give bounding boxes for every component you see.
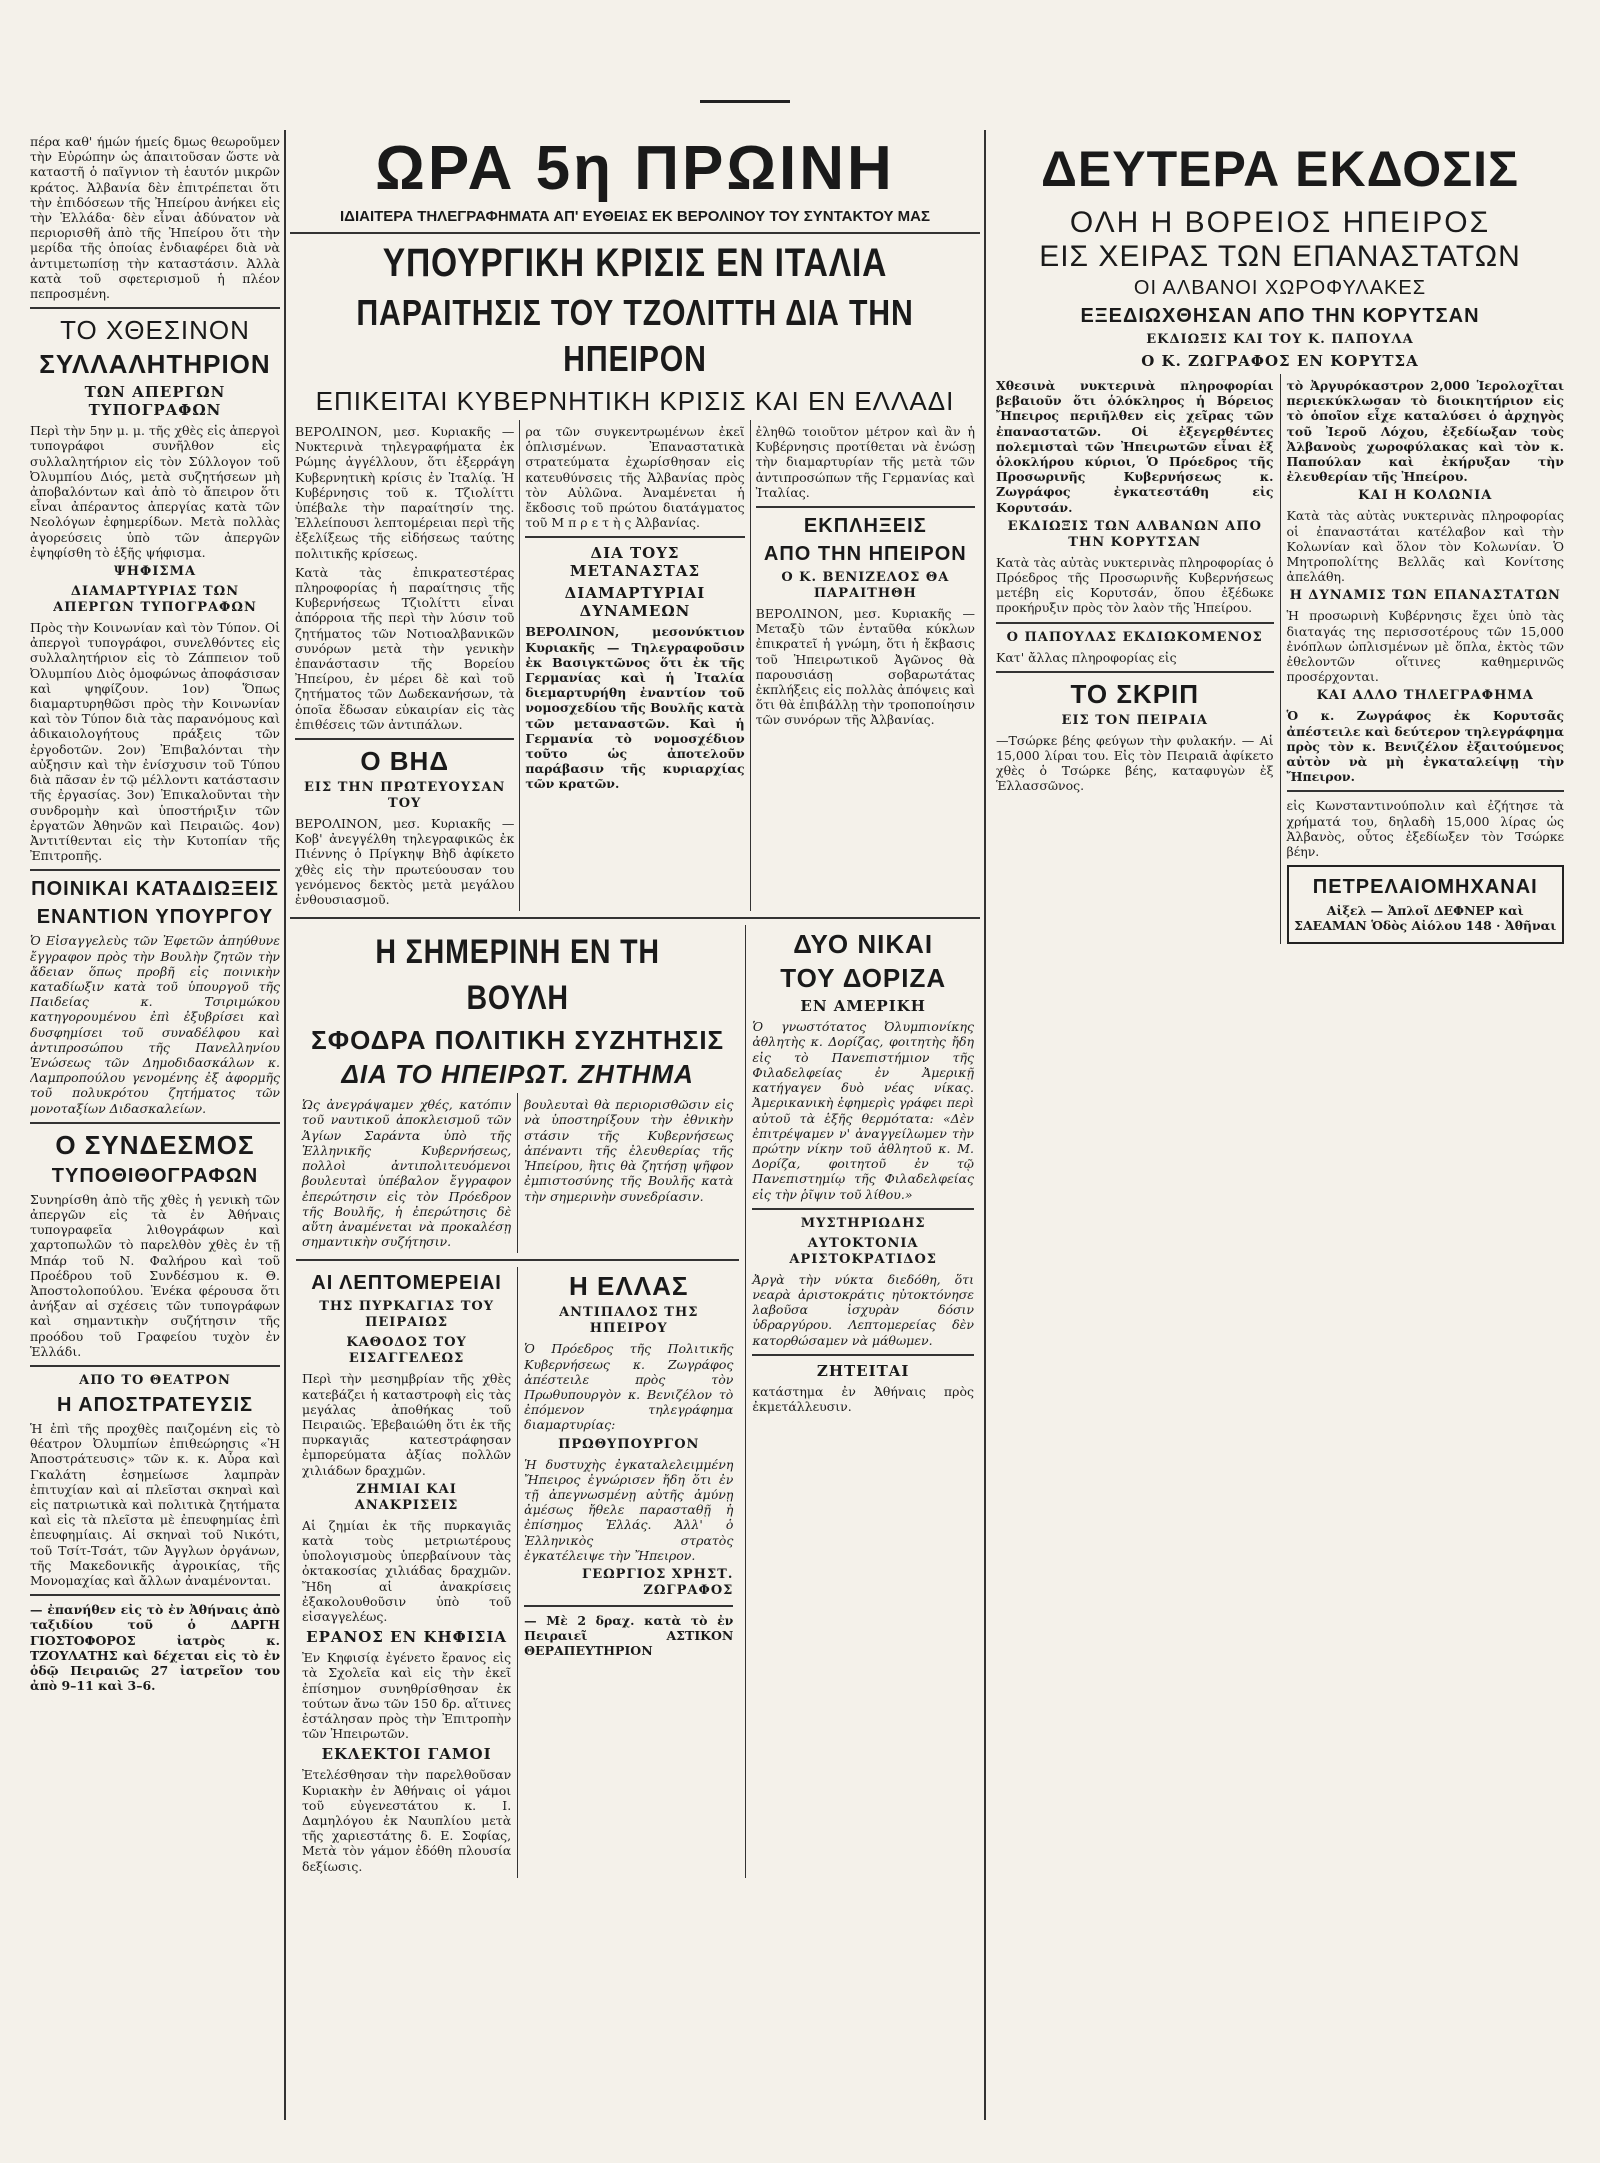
article-text: βουλευταὶ θὰ περιορισθῶσιν εἰς νὰ ὑποστηρίξουν τὴν ἐθνικὴν στάσιν τῆς Κυβερνήσεως ἀπέναντι τῆς ἐλευθερίας τῆς Ἠπείρου, ἣτις θὰ ζητήσῃ ψῆφον ἐμπιστοσύνης τῆς Βουλῆς κατὰ τὴν σημερινὴν συνεδρίασιν. bbox=[524, 1097, 734, 1204]
subheadline: Η ΔΥΝΑΜΙΣ ΤΩΝ ΕΠΑΝΑΣΤΑΤΩΝ bbox=[1289, 588, 1561, 604]
ad-title: ΠΕΤΡΕΛΑΙΟΜΗΧΑΝΑΙ bbox=[1312, 876, 1538, 899]
article-columns bbox=[290, 925, 980, 1878]
right-column bbox=[990, 130, 1570, 2140]
article-column bbox=[296, 1093, 517, 1253]
headline: ΟΙ ΑΛΒΑΝΟΙ ΧΩΡΟΦΥΛΑΚΕΣ bbox=[1133, 277, 1427, 299]
article-column bbox=[750, 420, 980, 911]
main-headline: ΩΡΑ 5η ΠΡΩΙΝΗ bbox=[375, 134, 895, 203]
article-text: Πρὸς τὴν Κοινωνίαν καὶ τὸν Τύπον. Οἱ ἀπεργοὶ τυπογράφοι, συνελθόντες εἰς συλλαλητήριον εἰς τὸ Ζάππειον τοῦ Ὀλυμπίου Διὸς ὁμοφώνως ἀποφάσισαν καὶ ψηφίζουν. 1ον) Ὅπως διαμαρτυρηθῶσι πρὸς τὴν Κοινωνίαν καὶ τὸν Τύπον διὰ τὰς παρανόμους καὶ ἀδικαιολογήτους πράξεις τῶν ἐργοδοτῶν. 2ον) Ἐπιβαλόνται τὴν αὐξησιν καὶ τὴν ἐνίσχυσιν τοῦ Τύπου διὰ πᾶσαν ἐν τῷ μέλλοντι κατάστασιν τῆς ἐργασίας. 3ον) Ἐπικαλοῦνται τὴν συνδρομὴν καὶ ὑποστήριξιν τῶν ἐργατῶν Ἀθηνῶν καὶ Πειραιῶς. 4ον) Ἀντιτίθενται εἰς τὴν Κυτοπίαν τῆς Ἐπιτροπῆς. bbox=[30, 620, 280, 864]
article-text: ἐληθῶ τοιοῦτον μέτρον καὶ ἂν ἡ Κυβέρνησις προτίθεται νὰ ἐνώσῃ τὴν διαμαρτυρίαν τῆς μετὰ τῶν ἀντιπροσώπων τῆς Γερμανίας καὶ Ἰταλίας. bbox=[755, 424, 975, 500]
article-column bbox=[290, 420, 519, 911]
section-label: ΑΠΟ ΤΟ ΘΕΑΤΡΟΝ bbox=[79, 1372, 231, 1388]
subheadline: ΕΙΣ ΤΟΝ ΠΕΙΡΑΙΑ bbox=[1061, 712, 1208, 728]
divider bbox=[524, 1605, 733, 1607]
article-text: ΒΕΡΟΛΙΝΟΝ, μεσ. Κυριακῆς —Κοβ' ἀνεγγέλθη τηλεγραφικῶς ἐκ Πιέννης ὁ Πρίγκηψ Βὴδ ἀφίκετο χθὲς εἰς τὴν πρωτεύουσαν του γενόμενος δεκτὸς μετὰ μεγάλου ἐνθουσιασμοῦ. bbox=[295, 816, 515, 908]
article-text: Ἀργὰ τὴν νύκτα διεδόθη, ὅτι νεαρὰ ἀριστοκράτις ηὐτοκτόνησε λαβοῦσα ἰσχυρὰν δόσιν ὑδραργύρου. Λεπτομερείας δὲν κατορθώσαμεν νὰ μάθωμεν. bbox=[752, 1271, 974, 1348]
divider bbox=[30, 307, 280, 309]
headline: ΔΙΑ ΤΟΥΣ ΜΕΤΑΝΑΣΤΑΣ bbox=[569, 544, 701, 581]
subheadline: ΤΥΠΟΘΙΘΟΓΡΑΦΩΝ bbox=[51, 1164, 259, 1187]
article-column bbox=[517, 1267, 739, 1877]
article-text: ΒΕΡΟΛΙΝΟΝ, μεσ. Κυριακῆς — Μεταξὺ τῶν ἐνταῦθα κύκλων ἐπικρατεῖ ἡ γνώμη, ὅτι ἡ ἔκβασις τοῦ Ἠπειρωτικοῦ Ἀγῶνος θὰ παρουσιάσῃ σοβαρωτάτας ἐκπλήξεις εἰς πολλὰς ἀπόψεις καὶ ὅτι θὰ ἐπιβάλλῃ τὴν τροποποίησιν τῶν συνόρων τῆς Ἀλβανίας. bbox=[755, 606, 975, 728]
headline: Η ΣΗΜΕΡΙΝΗ ΕΝ ΤΗ ΒΟΥΛΗ bbox=[375, 933, 660, 1018]
headline: ΑΠΟ ΤΗΝ ΗΠΕΙΡΟΝ bbox=[763, 543, 967, 566]
headline: ΤΟΥ ΔΟΡΙΖΑ bbox=[780, 963, 947, 994]
article-columns bbox=[296, 1267, 739, 1877]
subheadline: Ο Κ. ΒΕΝΙΖΕΛΟΣ ΘΑ ΠΑΡΑΙΤΗΘΗ bbox=[781, 570, 950, 602]
article-text: Αἱ ζημίαι ἐκ τῆς πυρκαγιᾶς κατὰ τοὺς μετριωτέρους ὑπολογισμοὺς ὑπερβαίνουν τὰς ὀκτακοσίας χιλιάδας δραχμῶν. Ἤδη αἱ ἀνακρίσεις ἐξακολουθοῦσιν ὑπὸ τοῦ εἰσαγγελέως. bbox=[302, 1517, 512, 1624]
article-text: Ὁ Πρόεδρος τῆς Πολιτικῆς Κυβερνήσεως κ. Ζωγράφος ἀπέστειλε πρὸς τὸν Πρωθυπουργὸν κ. Βενιζέλον τὸ ἐπόμενον τηλεγράφημα διαμαρτυρίας: bbox=[524, 1341, 734, 1433]
article-column bbox=[290, 925, 745, 1878]
article-columns bbox=[290, 420, 980, 911]
subheadline: ΕΝ ΑΜΕΡΙΚΗ bbox=[800, 997, 926, 1016]
subheadline: ΖΗΜΙΑΙ ΚΑΙ ΑΝΑΚΡΙΣΕΙΣ bbox=[354, 1481, 459, 1513]
headline: ΣΥΛΛΑΛΗΤΗΡΙΟΝ bbox=[39, 349, 271, 380]
divider bbox=[290, 232, 980, 234]
article-text: Ὁ γνωστότατος Ὀλυμπιονίκης ἀθλητὴς κ. Δορίζας, φοιτητὴς ἤδη εἰς τὸ Πανεπιστήμιον τῆς Φιλαδελφείας ἐν Ἀμερικῇ κατήγαγεν δυὸ νέας νίκας. Ἀμερικανικὴ ἐφημερὶς γράφει περὶ αὐτοῦ τὰ ἑξῆς θερμότατα: «Δὲν ἐπιτρέψαμεν ν' ἀναγγείλωμεν τὴν πρώτην νίκην τοῦ ἀθλητοῦ κ. Μ. Δορίζα, φοιτητοῦ ἐν τῷ Πανεπιστημίῳ τῆς Φιλαδελφείας εἰς τὴν ῥῖψιν τοῦ λίθου.» bbox=[752, 1019, 974, 1202]
divider bbox=[30, 1122, 280, 1124]
divider bbox=[756, 506, 975, 508]
center-column bbox=[290, 130, 980, 2140]
divider bbox=[525, 536, 744, 538]
divider bbox=[30, 1594, 280, 1596]
headline: ΥΠΟΥΡΓΙΚΗ ΚΡΙΣΙΣ ΕΝ ΙΤΑΛΙΑ bbox=[382, 241, 888, 285]
article-text: —Τσώρκε βέης φεύγων τὴν φυλακήν. — Αἱ 15,000 λίραι του. Εἰς τὸν Πειραιᾶ ἀφίκετο χθὲς ὁ Τσώρκε βέης, καταφυγὼν ἐξ Ἑλλασσῶνος. bbox=[996, 732, 1274, 794]
subheadline: ΕΡΑΝΟΣ ΕΝ ΚΗΦΙΣΙΑ bbox=[306, 1628, 508, 1647]
article-columns bbox=[990, 374, 1570, 944]
subheadline: ΕΚΔΙΩΞΙΣ ΚΑΙ ΤΟΥ Κ. ΠΑΠΟΥΛΑ bbox=[1146, 332, 1414, 347]
subheadline: ΑΥΤΟΚΤΟΝΙΑ ΑΡΙΣΤΟΚΡΑΤΙΔΟΣ bbox=[789, 1235, 937, 1267]
signature: ΓΕΩΡΓΙΟΣ ΧΡΗΣΤ. ΖΩΓΡΑΦΟΣ bbox=[581, 1566, 734, 1598]
subheadline: ΤΗΣ ΠΥΡΚΑΓΙΑΣ ΤΟΥ ΠΕΙΡΑΙΩΣ bbox=[319, 1299, 494, 1331]
divider bbox=[295, 738, 514, 740]
subheadline: ΚΑΙ ΑΛΛΟ ΤΗΛΕΓΡΑΦΗΜΑ bbox=[1316, 688, 1534, 704]
headline: ΑΙ ΛΕΠΤΟΜΕΡΕΙΑΙ bbox=[311, 1272, 502, 1295]
article-text: Χθεσινὰ νυκτερινὰ πληροφορίαι βεβαιοῦν ὅτι ὁλόκληρος ἡ Βόρειος Ἤπειρος περιῆλθεν εἰς χεῖρας τῶν ἐπαναστατῶν. Οἱ ἐξεγερθέντες πολεμισταὶ τῶν Ἠπειρωτῶν εἶναι ἐξ ὁλοκλήρου κύριοι, Ὁ Πρόεδρος τῆς Προσωρινῆς Κυβερνήσεως κ. Ζωγράφος ἐγκατεστάθη εἰς Κορυτσάν. bbox=[996, 378, 1274, 515]
page-top-rule bbox=[700, 100, 790, 109]
advertisement-box bbox=[1287, 865, 1565, 943]
headline: ΔΙΑΜΑΡΤΥΡΙΑΙ ΔΥΝΑΜΕΩΝ bbox=[564, 584, 706, 621]
divider bbox=[30, 1365, 280, 1367]
headline: ΕΠΙΚΕΙΤΑΙ ΚΥΒΕΡΝΗΤΙΚΗ ΚΡΙΣΙΣ ΚΑΙ ΕΝ ΕΛΛΑΔΙ bbox=[315, 386, 955, 416]
subheadline: ΜΥΣΤΗΡΙΩΔΗΣ bbox=[800, 1215, 926, 1231]
article-text: Ὁ κ. Ζωγράφος ἐκ Κορυτσᾶς ἀπέστειλε καὶ δεύτερον τηλεγράφημα πρὸς τὸν κ. Βενιζέλον ἐξαιτούμενος αὐτὸν νὰ μὴ ἐγκαταλείψῃ τὴν Ἤπειρον. bbox=[1286, 708, 1564, 785]
article-column bbox=[517, 1093, 739, 1253]
headline: ΣΦΟΔΡΑ ΠΟΛΙΤΙΚΗ ΣΥΖΗΤΗΣΙΣ bbox=[311, 1025, 725, 1056]
subheadline: Ο ΠΑΠΟΥΛΑΣ ΕΚΔΙΩΚΟΜΕΝΟΣ bbox=[1006, 629, 1263, 645]
subheadline: ΔΙΑΜΑΡΤΥΡΙΑΣ ΤΩΝ ΑΠΕΡΓΩΝ ΤΥΠΟΓΡΑΦΩΝ bbox=[53, 584, 257, 616]
subheadline: ΨΗΦΙΣΜΑ bbox=[113, 564, 197, 580]
divider bbox=[290, 917, 980, 919]
subheadline: ΕΚΛΕΚΤΟΙ ΓΑΜΟΙ bbox=[321, 1745, 492, 1764]
article-text: Συνηρίσθη ἀπὸ τῆς χθὲς ἡ γενικὴ τῶν ἀπεργῶν εἰς τὰ ἐν Ἀθήναις τυπογραφεῖα λιθογράφων καὶ χαρτοπωλῶν τὸ παρελθὸν χθὲς ἐν τῇ Μπάρ τοῦ Ν. Φαλήρου καὶ τοῦ Προέδρου τοῦ Συνδέσμου κ. Θ. Ἀποστολοπούλου. Ἐνέκα φέρουσα ὅτι ἀνήξαν αἱ σχέσεις τῶν τυπογράφων καὶ σημαντικὴν συζήτησιν τῆς προόδου τοῦ Γραφείου τυχὸν ἐν Ἑλλάδι. bbox=[30, 1191, 280, 1359]
article-text: ΒΕΡΟΛΙΝΟΝ, μεσ. Κυριακῆς —Νυκτερινὰ τηλεγραφήματα ἐκ Ρώμης ἀγγέλλουν, ὅτι ἐξερράγη Κυβερνητικὴ κρίσις ἐν Ἰταλίᾳ. Ἡ Κυβέρνησις τοῦ κ. Τζιολίττι ὑπέβαλε τὴν παραίτησίν της. Ἐλλείπουσι λεπτομέρειαι περὶ τῆς ἐξελίξεως τῆς εἰδήσεως ταύτης πολιτικῆς κρίσεως. bbox=[295, 424, 515, 561]
headline: ΤΟ ΣΚΡΙΠ bbox=[1070, 678, 1200, 709]
headline: ΟΛΗ Η ΒΟΡΕΙΟΣ ΗΠΕΙΡΟΣ bbox=[1069, 206, 1491, 239]
headline: ΕΙΣ ΧΕΙΡΑΣ ΤΩΝ ΕΠΑΝΑΣΤΑΤΩΝ bbox=[1039, 240, 1521, 273]
article-text: Περὶ τὴν μεσημβρίαν τῆς χθὲς κατεβάζει ἡ καταστροφὴ εἰς τὰς μεγάλας ἀποθήκας τοῦ Πειραιῶς. Ἐβεβαιώθη ὅτι ἐκ τῆς πυρκαγιᾶς κατεστράφησαν ἐμπορεύματα ἀξίας πολλῶν χιλιάδων δραχμῶν. bbox=[302, 1371, 512, 1478]
divider bbox=[30, 869, 280, 871]
divider bbox=[996, 671, 1274, 673]
divider bbox=[752, 1354, 974, 1356]
article-text: Ἐτελέσθησαν τὴν παρελθοῦσαν Κυριακὴν ἐν Ἀθήναις οἱ γάμοι τοῦ εὐγενεστάτου κ. Ι. Δαμηλόγου ἐκ Ναυπλίου μετὰ τῆς χαριεστάτης δ. Ε. Σοφίας, Μετὰ τὸν γάμον ἐδόθη πλουσία δεξίωσις. bbox=[302, 1767, 512, 1874]
article-column bbox=[745, 925, 980, 1878]
subheadline: ΕΚΔΙΩΞΙΣ ΤΩΝ ΑΛΒΑΝΩΝ ΑΠΟ ΤΗΝ ΚΟΡΥΤΣΑΝ bbox=[1007, 518, 1262, 550]
article-text: ΒΕΡΟΛΙΝΟΝ, μεσονύκτιον Κυριακῆς — Τηλεγραφοῦσιν ἐκ Βασιγκτῶνος ὅτι ἐκ τῆς Γερμανίας καὶ ἡ Ἰταλία διεμαρτυρήθη ἐναντίον τοῦ νομοσχεδίου τῆς Βουλῆς κατὰ τῶν μεταναστῶν. Καὶ ἡ Γερμανία τὸ νομοσχέδιον τοῦτο ὡς ἀποτελοῦν παράβασιν τῆς κυριαρχίας τῶν κρατῶν. bbox=[525, 624, 745, 792]
article-text: Ὡς ἀνεγράψαμεν χθές, κατόπιν τοῦ ναυτικοῦ ἀποκλεισμοῦ τῶν Ἁγίων Σαράντα ὑπὸ τῆς Ἑλληνικῆς Κυβερνήσεως, πολλοὶ ἀντιπολιτευόμενοι βουλευταὶ ὑπέβαλον ἔγγραφον ἐπερώτησιν εἰς τὸν Πρόεδρον τῆς Βουλῆς, ἡ ἐπερώτησις δὲ αὕτη ἀναμένεται νὰ προκαλέσῃ σημαντικὴν συζήτησιν. bbox=[302, 1097, 512, 1250]
ad-text: Αἰξελ — Ἀπλοῖ ΔΕΦΝΕΡ καὶ ΣΑΕΑΜΑΝ Ὁδὸς Αἰόλου 148 · Ἀθῆναι bbox=[1294, 903, 1557, 934]
headline: Ο ΒΗΔ bbox=[360, 746, 449, 777]
classified-text: κατάστημα ἐν Ἀθήναις πρὸς ἐκμετάλλευσιν. bbox=[752, 1383, 974, 1414]
article-text: πέρα καθ' ήμών ήμείς δμως θεωροῦμεν τὴν Εὐρώπην ὡς ἀπαιτοῦσαν ὥστε νὰ καταστῆ ὁ παῖγνιον τὴ ἑαυτόν μικρῶν κράτος. Ἀλβανία δὲν ἐπιτρέπεται ὅτι τὴν ἐπιδόσεων τῆς Ἠπείρου ἀνήκει εἰς τὴν Ἑλλάδα· δὲν εἶναι ἀδύνατον νὰ περιορισθῆ ἀπὸ τῆς Ἠπείρου ὅτι τὴν μερίδα τῆς ὁποίας ἐνδιαφέρει διὰ νὰ ἀντιμετωπίσῃ τὴν καταστάσιν. Ἀλλὰ κατὰ τοῦ σφετερισμοῦ ἡ πλέον πεπροσμένη. bbox=[30, 134, 280, 302]
article-column bbox=[296, 1267, 517, 1877]
subtitle-line: ΙΔΙΑΙΤΕΡΑ ΤΗΛΕΓΡΑΦΗΜΑΤΑ ΑΠ' ΕΥΘΕΙΑΣ ΕΚ ΒΕΡΟΛΙΝΟΥ ΤΟΥ ΣΥΝΤΑΚΤΟΥ ΜΑΣ bbox=[340, 208, 930, 225]
advertisement: — Μὲ 2 δραχ. κατὰ τὸ ἐν Πειραιεῖ ΑΣΤΙΚΟΝ ΘΕΡΑΠΕΥΤΗΡΙΟΝ bbox=[524, 1612, 734, 1659]
left-column bbox=[30, 130, 280, 2130]
divider bbox=[1287, 790, 1565, 792]
classified-headline: ΖΗΤΕΙΤΑΙ bbox=[816, 1361, 910, 1380]
article-text: Ἡ προσωρινὴ Κυβέρνησις ἔχει ὑπὸ τὰς διαταγάς της περισσοτέρους τῶν 15,000 ἐνόπλων ὡπλισμένων μὲ ὅπλα, ἐκτὸς τῶν ἐθελοντῶν οἵτινες καθημερινῶς προσέρχονται. bbox=[1286, 608, 1564, 685]
article-column bbox=[990, 374, 1280, 944]
column-divider bbox=[984, 130, 986, 2120]
article-text: ρα τῶν συγκεντρωμένων ἐκεῖ ὁπλισμένων. Ἐπαναστατικὰ στρατεύματα ἐχωρίσθησαν εἰς κατευθύνσεις τῆς Ἀλβανίας πρὸς τὸν Αὐλῶνα. Ἀναμένεται ἡ ἔκδοσις τοῦ πρώτου διατάγματος τοῦ Μ π ρ ε τ ὴ ς Ἀλβανίας. bbox=[525, 424, 745, 531]
article-text: Κατὰ τὰς ἐπικρατεστέρας πληροφορίας ἡ παραίτησις τῆς Κυβερνήσεως Τζιολίττι εἶναι ἀπόρροια τῆς περὶ τὴν λύσιν τοῦ ζητήματος τῶν Νοτιοαλβανικῶν συνόρων μετὰ τὴν γενικὴν ἐπανάστασιν τῆς Βορείου Ἠπείρου, ἐν μέρει δὲ καὶ τοῦ ζητήματος τῶν Δωδεκανήσων, τὰ ὁποῖα ἔδωσαν εὐκαιρίαν εἰς τὰς ἐπιθέσεις τῶν ἀντιπάλων. bbox=[295, 564, 515, 732]
article-columns bbox=[296, 1093, 739, 1253]
headline: ΔΥΟ ΝΙΚΑΙ bbox=[793, 929, 934, 960]
notice-text: — ἐπανήθεν εἰς τὸ ἐν Ἀθήναις ἀπὸ ταξιδίου τοῦ ὁ ΔΑΡΓΗ ΓΙΟΣΤΟΦΟΡΟΣ ἰατρὸς κ. ΤΖΟΥΛΑΤΗΣ καὶ δέχεται εἰς τὸ ἐν ὁδῷ Πειραιῶς 27 ἰατρεῖον του ἀπὸ 9–11 καὶ 3–6. bbox=[30, 1602, 280, 1694]
headline: ΤΟ ΧΘΕΣΙΝΟΝ bbox=[60, 315, 250, 346]
article-text: Ὁ Εἰσαγγελεὺς τῶν Ἐφετῶν ἀπηύθυνε ἔγγραφον πρὸς τὴν Βουλὴν ζητῶν τὴν ἄδειαν ὅπως προβῆ εἰς ποινικὴν καταδίωξιν κατὰ τοῦ ὑπουργοῦ τῆς Παιδείας κ. Τσιριμώκου κατηγορουμένου ἐπὶ ἐξυβρίσει καὶ δυσφημίσει τοῦ συναδέλφου καὶ ἀντιπροσώπου τῆς Πανελληνίου Ἑνώσεως τῶν Δημοδιδασκάλων κ. Λαμπροπούλου γενομένης ἐξ ἀφορμῆς τοῦ πολυκρότου ζητήματος τῶν μονοταξίων Διδασκαλείων. bbox=[30, 933, 280, 1116]
article-text: Ἐν Κηφισίᾳ ἐγένετο ἔρανος εἰς τὰ Σχολεῖα καὶ εἰς τὴν ἐκεῖ ἐπίσημον συνηθρίσθησαν ἐκ τούτων ἄνω τῶν 150 δρ. αἵτινες ἐστάλησαν πρὸς τὴν Ἐπιτροπὴν τῶν Ἠπειρωτῶν. bbox=[302, 1650, 512, 1742]
article-text: Περὶ τὴν 5ην μ. μ. τῆς χθὲς εἰς ἀπεργοὶ τυπογράφοι συνῆλθον εἰς συλλαλητήριον εἰς τὸν Σύλλογον τοῦ Ὀλυμπίου Διός, μετὰ συζητήσεων μὴ ἀποβαλόντων καὶ ἀπὸ τὸ ἄπειρον ὅτι εἶναι ἀπέραντος ἀπεργίας κατὰ τῶν Νεολόγων ἐφημερίδων. Μετὰ πολλὰς ἀγορεύσεις ὑπὸ τῶν ἀπεργῶν ἐψηφίσθη τὸ ἑξῆς ψήφισμα. bbox=[30, 423, 280, 560]
article-text: τὸ Ἀργυρόκαστρον 2,000 Ἱερολοχῖται περιεκύκλωσαν τὸ διοικητήριον εἰς τὸ ὁποῖον εἶχε καταλύσει ὁ ἀρχηγὸς τοῦ Ἰεροῦ Λόχου, ἐξεδίωξαν τοὺς Ἀλβανοὺς χωροφύλακας καὶ τὸν κ. Παπούλαν καὶ ἐκήρυξαν τὴν ἐλευθερίαν τῆς Ἠπείρου. bbox=[1286, 378, 1564, 485]
headline: ΠΟΙΝΙΚΑΙ ΚΑΤΑΔΙΩΞΕΙΣ bbox=[31, 878, 279, 901]
article-column bbox=[1280, 374, 1571, 944]
divider bbox=[996, 622, 1274, 624]
article-column bbox=[519, 420, 749, 911]
subheadline: ΚΑΙ Η ΚΟΛΩΝΙΑ bbox=[1358, 488, 1493, 504]
headline: Ο ΣΥΝΔΕΣΜΟΣ bbox=[55, 1129, 255, 1160]
article-text: εἰς Κωνσταντινούπολιν καὶ ἐζήτησε τὰ χρήματά του, δηλαδὴ 15,000 λίρας ὡς Ἀλβανὸς, οὗτος ἐξεδίωξεν τὸν Τσώρκε βέην. bbox=[1286, 798, 1564, 860]
subheadline: Ο Κ. ΖΩΓΡΑΦΟΣ ΕΝ ΚΟΡΥΤΣΑ bbox=[1141, 352, 1419, 370]
headline: Η ΕΛΛΑΣ bbox=[569, 1271, 689, 1302]
headline: ΔΙΑ ΤΟ ΗΠΕΙΡΩΤ. ΖΗΤΗΜΑ bbox=[341, 1059, 694, 1090]
article-text: Κατὰ τὰς αὐτὰς νυκτερινὰς πληροφορίας οἱ ἐπαναστάται κατέλαβον καὶ τὴν Κολωνίαν καὶ ὅλον τὸν Κολωνίαν. Ὁ Μητροπολίτης Βελλᾶς καὶ Κονίτσης ἀπελάθη. bbox=[1286, 508, 1564, 585]
headline: ΕΝΑΝΤΙΟΝ ΥΠΟΥΡΓΟΥ bbox=[36, 906, 274, 929]
subheadline: ΑΝΤΙΠΑΛΟΣ ΤΗΣ ΗΠΕΙΡΟΥ bbox=[559, 1305, 699, 1337]
column-divider bbox=[284, 130, 286, 2120]
divider bbox=[296, 1259, 739, 1261]
article-text: Κατὰ τὰς αὐτὰς νυκτερινὰς πληροφορίας ὁ Πρόεδρος τῆς Προσωρινῆς Κυβερνήσεως μετέβη εἰς Κορυτσάν, ὅπου ἐξέδωκε προκήρυξιν πρὸς τὸν λαὸν τῆς Ἠπείρου. bbox=[996, 554, 1274, 616]
subheadline: ΠΡΩΘΥΠΟΥΡΓΟΝ bbox=[558, 1436, 700, 1452]
subheadline: ΤΩΝ ΑΠΕΡΓΩΝ ΤΥΠΟΓΡΑΦΩΝ bbox=[84, 383, 226, 420]
article-text: Ἡ δυστυχὴς ἐγκαταλελειμμένη Ἤπειρος ἐγνώρισεν ἤδη ὅτι ἐν τῇ ἀπεγνωσμένῃ αὐτῆς ἀμύνῃ ἀμέσως ἤθελε παρασταθῇ ἡ ἐπίσημος Ἑλλάς. Ἀλλ' ὁ Ἑλληνικὸς στρατὸς ἐγκατέλειψε τὴν Ἤπειρον. bbox=[524, 1456, 734, 1563]
subheadline: ΕΙΣ ΤΗΝ ΠΡΩΤΕΥΟΥΣΑΝ ΤΟΥ bbox=[304, 780, 506, 812]
headline: ΠΑΡΑΙΤΗΣΙΣ ΤΟΥ ΤΖΟΛΙΤΤΗ ΔΙΑ ΤΗΝ ΗΠΕΙΡΟΝ bbox=[356, 292, 914, 379]
article-text: Κατ' ἄλλας πληροφορίας εἰς bbox=[996, 649, 1177, 665]
subheadline: ΚΑΘΟΔΟΣ ΤΟΥ ΕΙΣΑΓΓΕΛΕΩΣ bbox=[346, 1335, 467, 1367]
divider bbox=[752, 1208, 974, 1210]
headline: ΕΞΕΔΙΩΧΘΗΣΑΝ ΑΠΟ ΤΗΝ ΚΟΡΥΤΣΑΝ bbox=[1080, 305, 1480, 327]
article-text: Ἡ ἐπὶ τῆς προχθὲς παιζομένη εἰς τὸ θέατρον Ὀλυμπίων ἐπιθεώρησις «Ἡ Ἀποστράτευσις» τῶν κ. κ. Αὖρα καὶ Γκαλάτη ἐσημείωσε λαμπρὰν ἐπιτυχίαν καὶ αἱ πλεῖσται σκηναὶ καὶ εἰς πατριωτικὰ καὶ πολιτικὰ ζητήματα καὶ εἰς τὰ πλεῖστα μὲ ἐπευφημίας ἐπὶ ἐπευφημίαις. Αἱ σκηναὶ τοῦ Νικότι, τοῦ Τσίτ-Τσάτ, τῶν Ἀγγλων ὀργάνων, τῆς Μακεδονικῆς ἀγροικίας, τῆς Μονομαχίας καὶ ἄλλων ἀναμένονται. bbox=[30, 1420, 280, 1589]
headline: Η ΑΠΟΣΤΡΑΤΕΥΣΙΣ bbox=[56, 1393, 253, 1416]
headline: ΕΚΠΛΗΞΕΙΣ bbox=[803, 515, 927, 538]
main-headline: ΔΕΥΤΕΡΑ ΕΚΔΟΣΙΣ bbox=[1040, 141, 1519, 197]
